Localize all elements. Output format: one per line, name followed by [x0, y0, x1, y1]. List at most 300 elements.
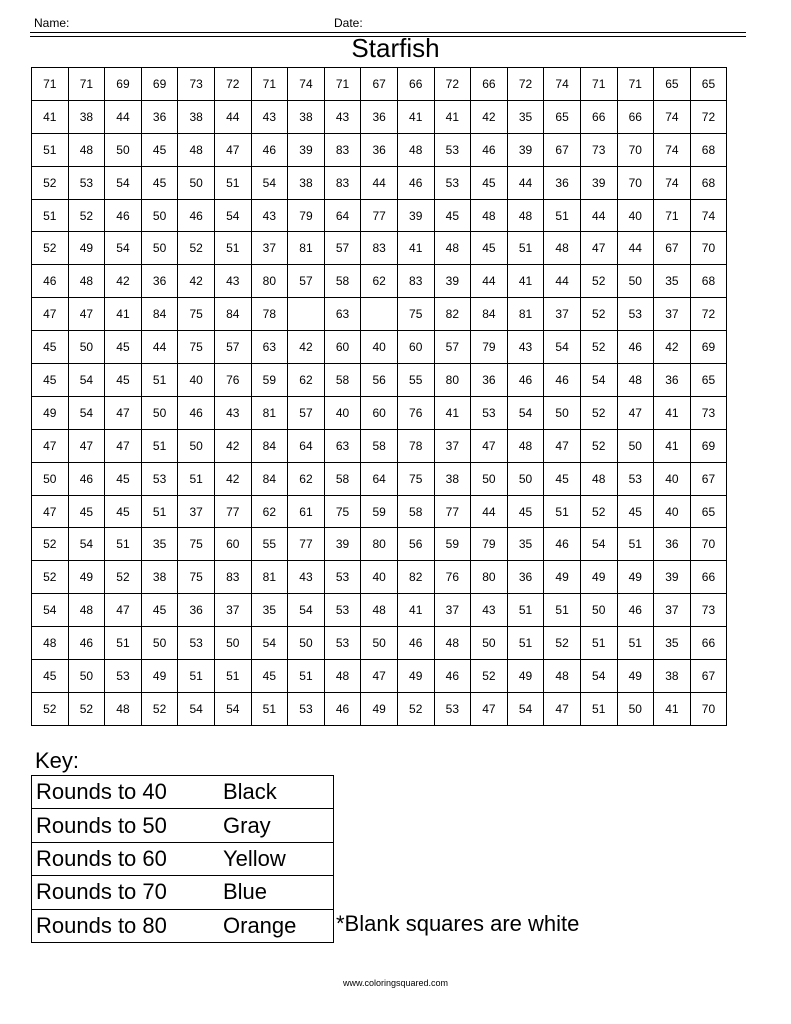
grid-cell: 38	[68, 100, 105, 133]
grid-cell: 35	[654, 265, 691, 298]
grid-cell: 70	[617, 166, 654, 199]
grid-cell: 48	[544, 660, 581, 693]
grid-row	[32, 68, 727, 101]
grid-cell: 54	[507, 692, 544, 725]
grid-cell: 79	[471, 528, 508, 561]
grid-cell: 42	[178, 265, 215, 298]
key-title: Key:	[35, 748, 80, 773]
grid-cell: 45	[105, 364, 142, 397]
grid-cell: 46	[105, 199, 142, 232]
date-label: Date:	[334, 16, 363, 30]
grid-cell: 50	[214, 627, 251, 660]
grid-cell: 39	[397, 199, 434, 232]
grid-cell: 71	[32, 68, 69, 101]
grid-cell: 75	[324, 495, 361, 528]
grid-cell: 54	[68, 528, 105, 561]
grid-cell: 54	[32, 594, 69, 627]
grid-cell: 44	[361, 166, 398, 199]
grid-cell: 66	[690, 627, 727, 660]
grid-cell: 71	[617, 68, 654, 101]
grid-cell: 36	[141, 265, 178, 298]
grid-cell: 49	[141, 660, 178, 693]
page-title: Starfish	[351, 33, 440, 63]
grid-cell: 52	[32, 561, 69, 594]
grid-cell: 50	[141, 627, 178, 660]
grid-cell	[288, 298, 325, 331]
grid-cell: 66	[471, 68, 508, 101]
key-rule: Rounds to 50	[32, 809, 220, 842]
grid-cell: 50	[617, 692, 654, 725]
grid-cell: 84	[471, 298, 508, 331]
grid-cell: 68	[690, 166, 727, 199]
grid-cell: 43	[214, 265, 251, 298]
grid-cell: 59	[251, 364, 288, 397]
grid-cell: 41	[32, 100, 69, 133]
grid-cell: 45	[141, 166, 178, 199]
grid-cell: 74	[544, 68, 581, 101]
grid-cell: 41	[397, 232, 434, 265]
grid-cell: 54	[105, 232, 142, 265]
grid-cell: 67	[654, 232, 691, 265]
grid-cell: 67	[690, 660, 727, 693]
grid-cell: 36	[654, 364, 691, 397]
grid-cell: 47	[361, 660, 398, 693]
grid-cell: 47	[105, 429, 142, 462]
grid-cell: 52	[32, 692, 69, 725]
grid-cell: 37	[251, 232, 288, 265]
grid-cell: 43	[471, 594, 508, 627]
grid-cell: 52	[544, 627, 581, 660]
grid-cell: 77	[214, 495, 251, 528]
grid-cell: 76	[434, 561, 471, 594]
grid-cell: 51	[141, 429, 178, 462]
grid-cell: 83	[361, 232, 398, 265]
grid-cell: 50	[32, 462, 69, 495]
grid-cell: 72	[507, 68, 544, 101]
grid-cell: 51	[214, 660, 251, 693]
grid-cell: 44	[471, 495, 508, 528]
grid-cell: 75	[397, 462, 434, 495]
grid-cell: 45	[251, 660, 288, 693]
grid-cell: 39	[654, 561, 691, 594]
grid-cell: 51	[178, 462, 215, 495]
grid-cell: 83	[397, 265, 434, 298]
grid-cell: 45	[105, 462, 142, 495]
grid-cell: 46	[544, 528, 581, 561]
grid-cell: 49	[32, 396, 69, 429]
grid-cell: 46	[507, 364, 544, 397]
grid-cell: 52	[580, 331, 617, 364]
grid-cell: 36	[507, 561, 544, 594]
grid-cell: 70	[690, 692, 727, 725]
grid-cell: 52	[141, 692, 178, 725]
grid-row	[32, 561, 727, 594]
grid-cell: 51	[288, 660, 325, 693]
grid-cell: 61	[288, 495, 325, 528]
grid-cell: 53	[434, 166, 471, 199]
grid-cell: 51	[141, 495, 178, 528]
key-row	[32, 809, 334, 842]
grid-row	[32, 429, 727, 462]
grid-cell: 81	[288, 232, 325, 265]
grid-cell: 48	[580, 462, 617, 495]
grid-cell: 48	[68, 265, 105, 298]
grid-cell: 57	[288, 396, 325, 429]
grid-cell: 76	[397, 396, 434, 429]
grid-cell: 52	[178, 232, 215, 265]
grid-cell: 71	[654, 199, 691, 232]
grid-cell: 52	[68, 692, 105, 725]
grid-cell: 48	[178, 133, 215, 166]
grid-cell: 40	[654, 462, 691, 495]
grid-cell: 50	[507, 462, 544, 495]
grid-cell: 52	[68, 199, 105, 232]
grid-cell: 36	[141, 100, 178, 133]
key-row	[32, 842, 334, 875]
grid-cell: 47	[214, 133, 251, 166]
grid-cell: 40	[654, 495, 691, 528]
grid-cell: 53	[617, 298, 654, 331]
grid-cell: 74	[654, 133, 691, 166]
grid-cell: 48	[507, 429, 544, 462]
grid-cell: 40	[361, 561, 398, 594]
grid-cell: 50	[580, 594, 617, 627]
grid-cell: 69	[105, 68, 142, 101]
grid-cell: 66	[617, 100, 654, 133]
grid-cell: 43	[507, 331, 544, 364]
key-rule: Rounds to 60	[32, 842, 220, 875]
grid-cell: 51	[214, 166, 251, 199]
grid-cell: 41	[397, 100, 434, 133]
grid-cell: 35	[507, 528, 544, 561]
key-row	[32, 776, 334, 809]
grid-cell: 48	[544, 232, 581, 265]
grid-cell: 75	[178, 298, 215, 331]
grid-cell: 36	[544, 166, 581, 199]
grid-cell: 44	[544, 265, 581, 298]
grid-cell: 48	[324, 660, 361, 693]
grid-cell: 52	[580, 429, 617, 462]
grid-cell: 52	[580, 265, 617, 298]
header	[30, 14, 746, 34]
number-grid	[31, 67, 727, 726]
grid-cell: 47	[105, 396, 142, 429]
grid-cell: 51	[507, 594, 544, 627]
grid-cell: 55	[397, 364, 434, 397]
grid-cell: 81	[251, 561, 288, 594]
grid-row	[32, 100, 727, 133]
grid-row	[32, 265, 727, 298]
grid-cell: 65	[654, 68, 691, 101]
grid-cell: 54	[68, 396, 105, 429]
grid-cell: 75	[397, 298, 434, 331]
grid-cell: 79	[288, 199, 325, 232]
grid-cell: 38	[654, 660, 691, 693]
grid-cell: 54	[178, 692, 215, 725]
grid-cell: 75	[178, 331, 215, 364]
grid-cell: 40	[617, 199, 654, 232]
grid-row	[32, 166, 727, 199]
grid-cell: 46	[178, 199, 215, 232]
grid-cell: 53	[288, 692, 325, 725]
grid-cell: 81	[251, 396, 288, 429]
grid-cell: 54	[288, 594, 325, 627]
grid-cell: 36	[361, 133, 398, 166]
grid-cell: 77	[361, 199, 398, 232]
grid-cell: 47	[32, 429, 69, 462]
grid-cell: 51	[507, 627, 544, 660]
grid-row	[32, 364, 727, 397]
grid-cell: 45	[434, 199, 471, 232]
grid-cell: 48	[434, 627, 471, 660]
grid-row	[32, 692, 727, 725]
grid-cell: 49	[617, 561, 654, 594]
key-row	[32, 876, 334, 909]
grid-cell: 36	[178, 594, 215, 627]
grid-cell: 47	[105, 594, 142, 627]
grid-cell: 62	[361, 265, 398, 298]
grid-cell: 80	[361, 528, 398, 561]
grid-cell: 54	[580, 528, 617, 561]
grid-cell: 68	[690, 133, 727, 166]
grid-cell: 46	[251, 133, 288, 166]
grid-cell: 46	[68, 462, 105, 495]
grid-cell: 77	[288, 528, 325, 561]
grid-cell: 51	[507, 232, 544, 265]
grid-cell: 53	[105, 660, 142, 693]
grid-cell: 54	[251, 627, 288, 660]
grid-cell: 66	[397, 68, 434, 101]
footer-url: www.coloringsquared.com	[342, 978, 449, 988]
grid-cell: 51	[617, 627, 654, 660]
grid-cell: 52	[580, 298, 617, 331]
grid-cell: 53	[324, 594, 361, 627]
grid-cell: 47	[471, 692, 508, 725]
grid-cell: 54	[214, 199, 251, 232]
grid-cell: 82	[397, 561, 434, 594]
grid-cell: 47	[32, 298, 69, 331]
grid-cell: 38	[141, 561, 178, 594]
grid-cell: 53	[434, 692, 471, 725]
grid-cell: 41	[654, 692, 691, 725]
grid-cell: 57	[434, 331, 471, 364]
grid-cell: 65	[544, 100, 581, 133]
grid-cell: 70	[690, 528, 727, 561]
grid-cell: 51	[580, 692, 617, 725]
grid-cell: 49	[361, 692, 398, 725]
grid-cell: 50	[617, 429, 654, 462]
grid-cell	[361, 298, 398, 331]
grid-cell: 53	[141, 462, 178, 495]
color-key-table	[31, 775, 334, 943]
grid-cell: 67	[361, 68, 398, 101]
grid-cell: 43	[324, 100, 361, 133]
grid-cell: 51	[251, 692, 288, 725]
grid-cell: 83	[324, 166, 361, 199]
grid-cell: 45	[141, 594, 178, 627]
grid-cell: 48	[471, 199, 508, 232]
grid-cell: 75	[178, 528, 215, 561]
grid-row	[32, 133, 727, 166]
grid-cell: 43	[288, 561, 325, 594]
grid-cell: 72	[434, 68, 471, 101]
grid-cell: 42	[214, 429, 251, 462]
grid-cell: 73	[580, 133, 617, 166]
grid-cell: 54	[544, 331, 581, 364]
grid-cell: 66	[580, 100, 617, 133]
grid-cell: 47	[32, 495, 69, 528]
grid-cell: 60	[324, 331, 361, 364]
grid-cell: 52	[580, 495, 617, 528]
grid-cell: 51	[105, 528, 142, 561]
grid-cell: 44	[617, 232, 654, 265]
grid-cell: 65	[690, 495, 727, 528]
grid-cell: 63	[324, 429, 361, 462]
grid-cell: 52	[397, 692, 434, 725]
grid-cell: 39	[507, 133, 544, 166]
grid-cell: 51	[105, 627, 142, 660]
grid-cell: 81	[507, 298, 544, 331]
grid-cell: 84	[251, 429, 288, 462]
grid-cell: 72	[690, 100, 727, 133]
grid-cell: 77	[434, 495, 471, 528]
grid-cell: 74	[654, 100, 691, 133]
grid-cell: 37	[654, 298, 691, 331]
grid-cell: 48	[361, 594, 398, 627]
grid-cell: 42	[471, 100, 508, 133]
grid-cell: 54	[105, 166, 142, 199]
grid-cell: 51	[617, 528, 654, 561]
grid-cell: 84	[214, 298, 251, 331]
key-row	[32, 909, 334, 942]
grid-cell: 68	[690, 265, 727, 298]
grid-cell: 40	[324, 396, 361, 429]
grid-cell: 37	[544, 298, 581, 331]
grid-cell: 67	[544, 133, 581, 166]
key-rule: Rounds to 40	[32, 776, 220, 809]
grid-cell: 37	[178, 495, 215, 528]
grid-cell: 51	[580, 627, 617, 660]
grid-cell: 50	[471, 627, 508, 660]
grid-cell: 47	[580, 232, 617, 265]
grid-cell: 54	[68, 364, 105, 397]
grid-row	[32, 298, 727, 331]
grid-cell: 71	[580, 68, 617, 101]
key-color: Yellow	[219, 842, 334, 875]
grid-cell: 47	[68, 298, 105, 331]
grid-cell: 46	[397, 627, 434, 660]
grid-cell: 46	[544, 364, 581, 397]
grid-cell: 45	[471, 166, 508, 199]
grid-cell: 44	[580, 199, 617, 232]
grid-cell: 71	[251, 68, 288, 101]
grid-cell: 67	[690, 462, 727, 495]
grid-cell: 50	[68, 660, 105, 693]
grid-cell: 48	[68, 133, 105, 166]
grid-cell: 70	[617, 133, 654, 166]
grid-cell: 47	[68, 429, 105, 462]
grid-cell: 43	[251, 199, 288, 232]
grid-cell: 39	[580, 166, 617, 199]
grid-cell: 39	[324, 528, 361, 561]
name-label: Name:	[34, 16, 70, 30]
grid-cell: 43	[251, 100, 288, 133]
grid-cell: 57	[288, 265, 325, 298]
grid-cell: 46	[434, 660, 471, 693]
grid-cell: 78	[397, 429, 434, 462]
grid-cell: 53	[324, 627, 361, 660]
grid-cell: 46	[324, 692, 361, 725]
grid-cell: 57	[324, 232, 361, 265]
grid-cell: 53	[178, 627, 215, 660]
grid-cell: 70	[690, 232, 727, 265]
grid-cell: 54	[214, 692, 251, 725]
grid-cell: 48	[617, 364, 654, 397]
grid-cell: 39	[288, 133, 325, 166]
grid-cell: 45	[32, 331, 69, 364]
grid-cell: 58	[324, 265, 361, 298]
grid-cell: 54	[507, 396, 544, 429]
grid-cell: 53	[434, 133, 471, 166]
grid-cell: 45	[32, 660, 69, 693]
grid-cell: 60	[361, 396, 398, 429]
grid-cell: 63	[324, 298, 361, 331]
grid-cell: 47	[544, 692, 581, 725]
grid-cell: 35	[141, 528, 178, 561]
grid-cell: 57	[214, 331, 251, 364]
key-rule: Rounds to 80	[32, 909, 220, 942]
grid-cell: 46	[617, 331, 654, 364]
grid-cell: 78	[251, 298, 288, 331]
grid-cell: 62	[288, 364, 325, 397]
grid-cell: 51	[544, 495, 581, 528]
grid-cell: 44	[141, 331, 178, 364]
grid-cell: 37	[434, 594, 471, 627]
grid-cell: 44	[507, 166, 544, 199]
grid-cell: 58	[397, 495, 434, 528]
grid-cell: 51	[214, 232, 251, 265]
grid-cell: 49	[580, 561, 617, 594]
grid-cell: 74	[690, 199, 727, 232]
grid-cell: 83	[214, 561, 251, 594]
grid-cell: 47	[617, 396, 654, 429]
grid-cell: 38	[288, 166, 325, 199]
grid-cell: 50	[288, 627, 325, 660]
grid-cell: 41	[507, 265, 544, 298]
grid-cell: 50	[178, 429, 215, 462]
grid-cell: 64	[324, 199, 361, 232]
grid-row	[32, 495, 727, 528]
grid-cell: 37	[654, 594, 691, 627]
grid-cell: 51	[544, 199, 581, 232]
grid-cell: 36	[471, 364, 508, 397]
grid-cell: 53	[68, 166, 105, 199]
grid-cell: 38	[434, 462, 471, 495]
grid-cell: 80	[251, 265, 288, 298]
grid-cell: 45	[544, 462, 581, 495]
grid-cell: 40	[178, 364, 215, 397]
grid-cell: 71	[324, 68, 361, 101]
grid-cell: 48	[32, 627, 69, 660]
grid-cell: 42	[214, 462, 251, 495]
grid-cell: 51	[141, 364, 178, 397]
grid-cell: 35	[654, 627, 691, 660]
grid-cell: 69	[690, 331, 727, 364]
grid-cell: 50	[141, 232, 178, 265]
grid-cell: 64	[288, 429, 325, 462]
grid-cell: 52	[32, 232, 69, 265]
grid-cell: 48	[507, 199, 544, 232]
